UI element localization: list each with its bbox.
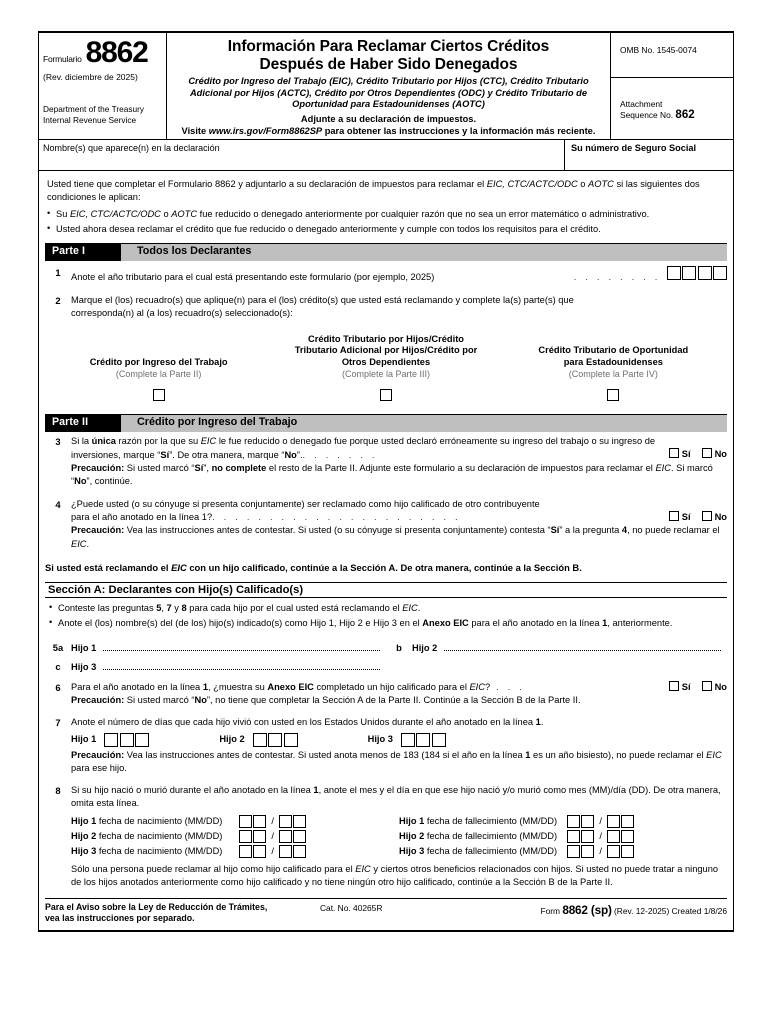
credit-aotc-title-1: Crédito Tributario de Oportunidad — [538, 345, 689, 356]
line-5b-label: Hijo 2 — [412, 642, 438, 653]
line-4-no-label: No — [714, 511, 727, 522]
visit-url: www.irs.gov/Form8862SP — [208, 125, 323, 136]
b2-mm-2[interactable] — [253, 830, 266, 843]
line-6-number: 6 — [55, 681, 61, 693]
line-4-leaders: . . . . . . . . . . . . . . . . . . . . . . — [212, 512, 461, 523]
line-8-death-boxes-1[interactable] — [567, 815, 634, 828]
d2-mm-1[interactable] — [567, 830, 580, 843]
line-6-leaders: . . . — [496, 681, 526, 692]
credit-eic-sub: (Complete la Parte II) — [115, 369, 202, 380]
line-8-birth-boxes-2[interactable] — [239, 830, 306, 843]
line-7 — [39, 716, 733, 775]
intro-bullet-1: • Su EIC, CTC/ACTC/ODC o AOTC fue reducido o denegado anteriormente por cualquier razón que no sea un error matemático o administrativo. — [47, 208, 725, 221]
line-5a-field — [45, 640, 386, 653]
line-4-caution: Precaución: Vea las instrucciones antes de contestar. Si usted (o su cónyuge si presenta conjuntamente) contesta “Sí” a la pregunta 4, no puede reclamar el EIC. — [71, 525, 720, 549]
section-continue-statement: Si usted está reclamando el EIC con un hijo calificado, continúe a la Sección A. De otra manera, continúe a la Sección B. — [45, 561, 582, 573]
line-2 — [39, 294, 733, 321]
attach-instruction: Adjunte a su declaración de impuestos. — [300, 113, 477, 124]
line-8-number: 8 — [55, 785, 61, 797]
form-subtitle-line-3: Oportunidad para Estadounidenses (AOTC) — [292, 99, 485, 110]
line-3-number: 3 — [55, 436, 61, 448]
line-8-birth-column — [71, 814, 399, 859]
form-title-line-1: Información Para Reclamar Ciertos Créditos — [227, 38, 550, 55]
ssn-field-label: Su número de Seguro Social — [571, 142, 697, 153]
year-digit-box-3[interactable] — [698, 266, 712, 280]
line-8-birth-row-2 — [71, 829, 399, 844]
line-7-child-2-boxes[interactable] — [253, 733, 298, 747]
line-7-c2-box-3[interactable] — [284, 733, 298, 747]
line-6-yes-checkbox[interactable] — [669, 681, 679, 691]
taxpayer-identification-row — [38, 139, 734, 171]
line-1-text: Anote el año tributario para el cual está presentando este formulario (por ejemplo, 2025) — [71, 272, 435, 283]
line-7-child-2-label: Hijo 2 — [219, 733, 245, 744]
part-1-title: Todos los Declarantes — [137, 245, 252, 258]
line-8-birth-boxes-1[interactable] — [239, 815, 306, 828]
year-digit-box-2[interactable] — [682, 266, 696, 280]
form-subtitle-line-1: Crédito por Ingreso del Trabajo (EIC), Crédito Tributario por Hijos (CTC), Crédito Tributario — [188, 76, 589, 86]
name-field-label: Nombre(s) que aparece(n) en la declaración — [43, 142, 220, 153]
line-3-caution: Precaución: Si usted marcó “Sí”, no complete el resto de la Parte II. Adjunte este formulario a su declaración de impuestos para reclamar el EIC. Si marcó “No”, continúe. — [71, 463, 713, 487]
line-5a-input[interactable] — [103, 640, 380, 651]
b1-dd-1[interactable] — [279, 815, 292, 828]
line-7-child-3-label: Hijo 3 — [367, 733, 393, 744]
omb-number: OMB No. 1545-0074 — [611, 33, 733, 78]
footer-form-id — [480, 902, 727, 917]
line-4-yesno — [663, 498, 727, 524]
line-8-death-label-1: Hijo 1 fecha de fallecimiento (MM/DD) — [399, 815, 558, 826]
line-5-row-2 — [45, 659, 727, 672]
line-8-date-grid — [71, 814, 727, 859]
credit-ctc-title-2: Tributario Adicional por Hijos/Crédito por — [294, 345, 478, 356]
line-6-no-label: No — [714, 681, 727, 692]
line-5a-label: Hijo 1 — [71, 642, 97, 653]
line-5b-field — [386, 640, 727, 653]
credit-ctc-checkbox[interactable] — [380, 389, 392, 401]
paperwork-notice-line-1: Para el Aviso sobre la Ley de Reducción de Trámites, — [45, 902, 268, 913]
line-5c-index: c — [55, 660, 61, 672]
form-word-label: Formulario — [43, 54, 82, 64]
header-right-block — [611, 33, 733, 139]
b2-dd-1[interactable] — [279, 830, 292, 843]
credit-aotc-title-2: para Estadounidenses — [563, 356, 663, 367]
credit-aotc-sub: (Complete la Parte IV) — [568, 369, 658, 380]
section-a-title: Sección A: Declarantes con Hijo(s) Calificado(s) — [48, 583, 304, 596]
footer-form-number: 8862 (sp) — [562, 903, 612, 918]
line-1-number: 1 — [55, 267, 61, 279]
line-7-c1-box-1[interactable] — [104, 733, 118, 747]
line-3 — [39, 435, 733, 488]
line-8-note: Sólo una persona puede reclamar al hijo como hijo calificado para el EIC y ciertos otros beneficios relacionados con hijos. Si usted no puede tratar a ninguno de los hijos anotados anteriormente como hijo calificado y no tiene ningún otro hijo calificado, continúe a la Sección B de la Parte II. — [71, 863, 719, 888]
department-line-1: Department of the Treasury — [43, 104, 144, 114]
d1-mm-1[interactable] — [567, 815, 580, 828]
year-digit-box-1[interactable] — [667, 266, 681, 280]
paperwork-notice — [45, 902, 320, 924]
credit-aotc-checkbox[interactable] — [607, 389, 619, 401]
line-8-death-row-2 — [399, 829, 727, 844]
d1-dd-1[interactable] — [607, 815, 620, 828]
d3-dd-1[interactable] — [607, 845, 620, 858]
line-8-text: Si su hijo nació o murió durante el año anotado en la línea 1, anote el mes y el día en que ese hijo nació y/o murió como mes (MM)/día (DD). De otra manera, omita esta línea. — [71, 785, 721, 809]
form-header — [38, 31, 734, 139]
name-field[interactable] — [39, 140, 565, 170]
d1-mm-2[interactable] — [581, 815, 594, 828]
section-a-bullets — [49, 602, 727, 631]
d2-mm-2[interactable] — [581, 830, 594, 843]
form-revision: (Rev. diciembre de 2025) — [43, 72, 138, 82]
attachment-label-1: Attachment — [620, 99, 663, 109]
part-1-banner — [45, 243, 727, 261]
line-1-leaders: . . . . . . . . — [573, 272, 661, 283]
d1-slash: / — [599, 815, 603, 827]
ssn-field[interactable] — [565, 140, 733, 170]
line-8-birth-label-1: Hijo 1 fecha de nacimiento (MM/DD) — [71, 815, 223, 826]
line-1-year-boxes[interactable] — [667, 266, 728, 280]
line-7-content — [71, 716, 727, 775]
d2-dd-1[interactable] — [607, 830, 620, 843]
footer-form-word: Form — [540, 906, 560, 917]
form-footer — [45, 902, 727, 930]
department-block — [43, 104, 160, 125]
line-6 — [39, 681, 733, 708]
line-7-child-3-boxes[interactable] — [401, 733, 446, 747]
credit-column-eic — [45, 334, 272, 405]
line-6-content: Para el año anotado en la línea 1, ¿muestra su Anexo EIC completado un hijo calificado para el EIC? . . . Sí No Precaución: Si usted marcó “No”, no tiene que completar la Sección A de la Parte II. Continúe a la Sección B de la Parte II. — [71, 681, 727, 708]
line-7-number: 7 — [55, 717, 61, 729]
line-8-death-boxes-2[interactable] — [567, 830, 634, 843]
department-line-2: Internal Revenue Service — [43, 114, 137, 125]
d3-dd-2[interactable] — [621, 845, 634, 858]
b3-mm-1[interactable] — [239, 845, 252, 858]
line-4-text-2-wrap — [71, 511, 663, 524]
visit-prefix: Visite — [181, 125, 209, 136]
line-2-content — [71, 294, 727, 321]
credit-eic-title: Crédito por Ingreso del Trabajo — [89, 356, 228, 367]
d2-slash: / — [599, 830, 603, 842]
line-5a-index: 5a — [52, 641, 64, 653]
header-left-block — [39, 33, 167, 139]
line-7-c3-box-2[interactable] — [416, 733, 430, 747]
line-5-spacer — [386, 659, 727, 672]
line-8-death-label-2: Hijo 2 fecha de fallecimiento (MM/DD) — [399, 830, 558, 841]
line-7-child-1-label: Hijo 1 — [71, 733, 97, 744]
line-5b-index: b — [396, 641, 402, 653]
line-3-leaders: . . . . . . . — [302, 449, 378, 460]
line-8-birth-row-3 — [71, 844, 399, 859]
line-3-content: Si la única razón por la que su EIC le fue reducido o denegado fue porque usted declaró erróneamente su ingreso del trabajo o su ingreso de inversiones, marque “Sí”. De otra manera, marque “No”.. . . . . . . Sí No Precaución: Si usted marcó “Sí”, no complete el resto de la Parte II. Adjunte este formulario a su declaración de impuestos para reclamar el EIC. Si marcó “No”, continúe. — [71, 435, 727, 488]
line-4-text-1: ¿Puede usted (o su cónyuge si presenta conjuntamente) ser reclamado como hijo calificado de otro contribuyente — [71, 498, 540, 509]
d2-dd-2[interactable] — [621, 830, 634, 843]
line-8-death-row-1 — [399, 814, 727, 829]
line-5-row-1 — [45, 640, 727, 653]
attachment-sequence — [611, 78, 733, 120]
visit-suffix: para obtener las instrucciones y la información más reciente. — [322, 125, 596, 136]
line-8-death-row-3 — [399, 844, 727, 859]
paperwork-notice-line-2: vea las instrucciones por separado. — [45, 913, 195, 924]
line-3-yes-label: Sí — [681, 449, 691, 460]
line-7-text: Anote el número de días que cada hijo vivió con usted en los Estados Unidos durante el año anotado en la línea 1. — [71, 717, 544, 728]
line-4 — [39, 498, 733, 551]
footer-form-revision: (Rev. 12-2025) Created 1/8/26 — [614, 906, 727, 917]
b2-slash: / — [271, 830, 275, 842]
line-1 — [39, 266, 733, 284]
line-8-birth-label-3: Hijo 3 fecha de nacimiento (MM/DD) — [71, 845, 223, 856]
b2-dd-2[interactable] — [293, 830, 306, 843]
credit-aotc-checkbox-wrap — [500, 386, 727, 404]
line-2-number: 2 — [55, 294, 61, 306]
intro-paragraph: Usted tiene que completar el Formulario 8862 y adjuntarlo a su declaración de impuestos para reclamar el EIC, CTC/ACTC/ODC o AOTC si las siguientes dos condiciones le aplican: — [47, 178, 700, 203]
line-7-c3-box-3[interactable] — [432, 733, 446, 747]
d1-dd-2[interactable] — [621, 815, 634, 828]
b3-mm-2[interactable] — [253, 845, 266, 858]
line-8-birth-label-2: Hijo 2 fecha de nacimiento (MM/DD) — [71, 830, 223, 841]
form-number: 8862 — [85, 36, 148, 69]
credit-ctc-title-3: Otros Dependientes — [341, 356, 431, 367]
line-5c-input[interactable] — [103, 659, 380, 670]
line-8-death-boxes-3[interactable] — [567, 845, 634, 858]
form-subtitle-line-2: Adicional por Hijos (ACTC), Crédito por Otros Dependientes (ODC) y Crédito Tributario de — [189, 87, 588, 98]
b1-mm-1[interactable] — [239, 815, 252, 828]
form-sheet — [38, 31, 734, 932]
b3-dd-2[interactable] — [293, 845, 306, 858]
credit-checkbox-columns — [45, 334, 727, 405]
credit-eic-checkbox[interactable] — [153, 389, 165, 401]
d3-slash: / — [599, 845, 603, 857]
line-7-c1-box-3[interactable] — [135, 733, 149, 747]
section-a-banner — [45, 582, 727, 598]
line-4-content — [71, 498, 727, 551]
line-5c-field — [45, 659, 386, 672]
b2-mm-1[interactable] — [239, 830, 252, 843]
header-title-block — [167, 33, 611, 139]
part-2-tag: Parte II — [45, 415, 121, 432]
line-7-day-boxes-row — [71, 733, 727, 747]
b1-slash: / — [271, 815, 275, 827]
attachment-number: 862 — [675, 108, 695, 121]
line-5b-input[interactable] — [444, 640, 721, 651]
line-7-caution: Precaución: Vea las instrucciones antes de contestar. Si usted anota menos de 183 (184 si el año en la línea 1 es un año bisiesto), no puede reclamar el EIC para ese hijo. — [71, 749, 722, 773]
line-2-text-2: corresponda(n) al (a los) recuadro(s) seleccionado(s): — [71, 308, 293, 319]
line-2-text-1: Marque el (los) recuadro(s) que aplique(n) para el (los) crédito(s) que usted está reclamando y complete la(s) parte(s) que — [71, 294, 574, 305]
visit-instruction — [173, 126, 604, 136]
line-7-c3-box-1[interactable] — [401, 733, 415, 747]
b1-mm-2[interactable] — [253, 815, 266, 828]
line-4-yes-checkbox[interactable] — [669, 511, 679, 521]
line-8-birth-row-1 — [71, 814, 399, 829]
footer-divider — [45, 898, 727, 899]
line-6-yesno — [665, 681, 727, 694]
credit-eic-checkbox-wrap — [45, 386, 272, 404]
credit-ctc-title-1: Crédito Tributario por Hijos/Crédito — [307, 333, 464, 344]
section-a-bullet-1: • Conteste las preguntas 5, 7 y 8 para cada hijo por el cual usted está reclamando el EIC. — [49, 602, 727, 615]
line-4-yes-label: Sí — [681, 511, 691, 522]
line-7-c2-box-1[interactable] — [253, 733, 267, 747]
catalog-number: Cat. No. 40265R — [320, 903, 383, 914]
line-8-death-label-3: Hijo 3 fecha de fallecimiento (MM/DD) — [399, 845, 558, 856]
b3-dd-1[interactable] — [279, 845, 292, 858]
form-body — [38, 171, 734, 933]
line-6-yes-label: Sí — [681, 681, 691, 692]
form-identity — [43, 38, 160, 68]
line-8-birth-boxes-3[interactable] — [239, 845, 306, 858]
credit-ctc-sub: (Complete la Parte III) — [341, 369, 430, 380]
form-title-line-2: Después de Haber Sido Denegados — [259, 55, 518, 73]
intro-block — [39, 171, 733, 237]
line-8-death-column — [399, 814, 727, 859]
line-5c-label: Hijo 3 — [71, 661, 97, 672]
credit-column-aotc — [500, 334, 727, 405]
line-3-no-label: No — [714, 449, 727, 460]
intro-conditions — [47, 208, 725, 237]
line-8-content — [71, 784, 727, 889]
credit-ctc-checkbox-wrap — [272, 386, 499, 404]
b3-slash: / — [271, 845, 275, 857]
d3-mm-1[interactable] — [567, 845, 580, 858]
line-4-no-checkbox[interactable] — [702, 511, 712, 521]
line-3-yesno — [663, 435, 727, 461]
line-7-c1-box-2[interactable] — [120, 733, 134, 747]
b1-dd-2[interactable] — [293, 815, 306, 828]
line-8 — [39, 784, 733, 889]
line-4-text-2: para el año anotado en la línea 1? — [71, 512, 213, 523]
part-1-tag: Parte I — [45, 244, 121, 261]
line-6-no-checkbox[interactable] — [702, 681, 712, 691]
year-digit-box-4[interactable] — [713, 266, 727, 280]
credit-column-ctc — [272, 334, 499, 405]
line-6-caution: Precaución: Si usted marcó “No”, no tiene que completar la Sección A de la Parte II. Continúe a la Sección B de la Parte II. — [71, 695, 581, 706]
line-3-no-checkbox[interactable] — [702, 448, 712, 458]
line-7-child-1-boxes[interactable] — [104, 733, 149, 747]
line-3-yes-checkbox[interactable] — [669, 448, 679, 458]
attachment-label-2: Sequence No. 862 — [620, 108, 695, 121]
part-2-banner — [45, 414, 727, 432]
intro-bullet-2: • Usted ahora desea reclamar el crédito que fue reducido o denegado anteriormente y cumple con todos los requisitos para el crédito. — [47, 223, 725, 236]
form-subtitle — [173, 76, 604, 111]
section-a-bullet-2: • Anote el (los) nombre(s) del (de los) hijo(s) indicado(s) como Hijo 1, Hijo 2 e Hijo 3 en el Anexo EIC para el año anotado en la línea 1, anteriormente. — [49, 617, 727, 630]
d3-mm-2[interactable] — [581, 845, 594, 858]
line-7-c2-box-2[interactable] — [268, 733, 282, 747]
part-2-title: Crédito por Ingreso del Trabajo — [137, 416, 298, 429]
line-1-content — [71, 266, 727, 284]
line-4-number: 4 — [55, 498, 61, 510]
